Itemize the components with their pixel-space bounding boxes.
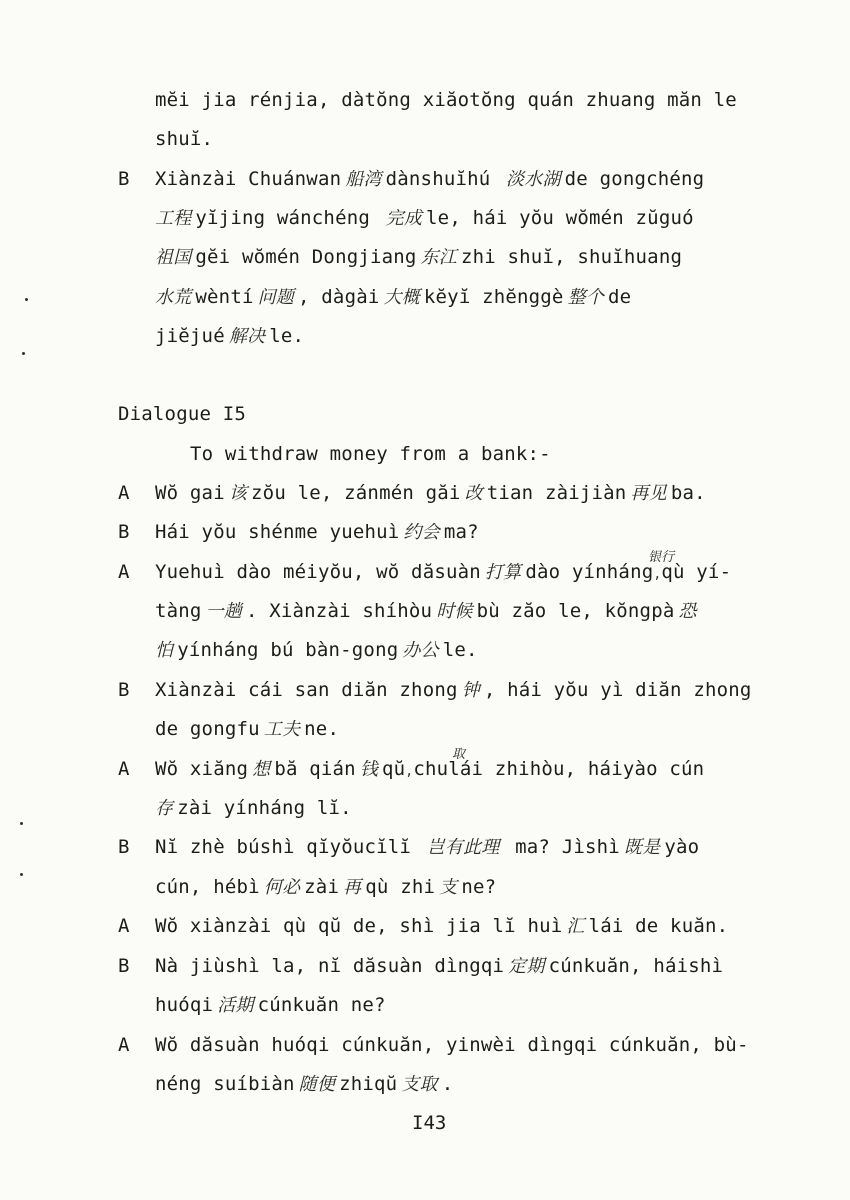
chinese-annotation: 何必 [263,877,301,898]
text-line: Nĭ zhè búshì qĭyŏucĭlĭ 岂有此理 ma? Jìshì 既是 yào [155,836,700,858]
chinese-annotation: 工夫 [263,719,301,740]
scan-speck [25,298,28,301]
text-line: cún, hébì 何必 zài 再 qù zhi 支 ne? [155,876,497,898]
speaker-label: B [118,955,130,977]
page-number: I43 [412,1112,447,1134]
scan-speck [20,873,23,876]
chinese-annotation: 完成 [385,208,423,229]
chinese-annotation: 再 [343,877,362,898]
dialogue-title: Dialogue I5 [118,403,247,425]
chinese-annotation: 大概 [383,287,420,308]
text-line: 水荒 wèntí 问题 , dàgài 大概 kĕyĭ zhĕnggè 整个 de [155,286,632,308]
chinese-annotation: 定期 [508,956,545,977]
chinese-annotation: 船湾 [345,169,382,190]
speaker-label: A [118,758,130,780]
dialogue-subtitle: To withdraw money from a bank:- [190,443,551,465]
text-line: mĕi jia rénjia, dàtŏng xiăotŏng quán zhuang măn le [155,89,737,111]
speaker-label: B [118,521,130,543]
chinese-annotation: 该 [228,483,248,504]
chinese-annotation: 工程 [155,208,192,229]
text-line: Wŏ xiànzài qù qŭ de, shì jia lĭ huì 汇 lái de kuăn. [155,915,729,937]
chinese-annotation: 存 [155,798,174,819]
chinese-annotation: 既是 [623,837,661,858]
text-line: tàng 一趟 . Xiànzài shíhòu 时候 bù zăo le, kŏngpà 恐 [155,600,697,622]
chinese-annotation: 淡水湖 [506,169,561,190]
chinese-annotation: 汇 [566,916,585,937]
text-line: Nà jiùshì la, nĭ dăsuàn dìngqi 定期 cúnkuăn, háishì [155,955,724,977]
speaker-label: B [118,168,130,190]
chinese-annotation: 打算 [484,562,522,583]
speaker-label: A [118,561,130,583]
text-line: Wŏ dăsuàn huóqi cúnkuăn, yinwèi dìngqi cúnkuăn, bù- [155,1034,749,1056]
text-line: 工程 yĭjing wánchéng 完成 le, hái yŏu wŏmén zŭguó [155,207,694,229]
chinese-annotation: 水荒 [155,287,192,308]
text-line: Wŏ xiăng 想 bă qián 钱 qŭ,chulái zhihòu, háiyào cún [155,758,705,780]
speaker-label: B [118,679,130,701]
chinese-annotation: 整个 [567,287,604,308]
chinese-annotation: 约会 [403,522,440,543]
scan-speck [22,352,25,355]
text-line: Hái yŏu shénme yuehuì 约会 ma? [155,521,479,543]
scan-speck [20,822,23,825]
chinese-annotation: 祖国 [155,247,192,268]
text-line: Xiànzài Chuánwan 船湾 dànshuĭhú 淡水湖 de gongchéng [155,168,705,190]
text-line: jiĕjué 解决 le. [155,325,305,347]
text-line: 祖国 gĕi wŏmén Dongjiang 东江 zhi shuĭ, shuĭhuang [155,246,683,268]
text-line: Yuehuì dào méiyŏu, wŏ dăsuàn 打算 dào yínháng,qù yí- [155,561,732,583]
text-line: huóqi 活期 cúnkuăn ne? [155,994,386,1016]
chinese-annotation: 解决 [228,326,266,347]
chinese-annotation: 活期 [217,995,254,1016]
speaker-label: A [118,1034,130,1056]
text-line: Xiànzài cái san diăn zhong 钟 , hái yŏu yì diăn zhong [155,679,752,701]
speaker-label: A [118,915,130,937]
chinese-annotation: 想 [252,759,271,780]
text-line: 存 zài yínháng lĭ. [155,797,352,819]
speaker-label: A [118,482,130,504]
text-line: de gongfu 工夫 ne. [155,718,340,740]
chinese-annotation: 钟 [461,680,480,701]
chinese-annotation: 再见 [630,483,667,504]
chinese-annotation: 随便 [298,1074,336,1095]
text-line: 怕 yínháng bú bàn-gong 办公 le. [155,639,478,661]
chinese-annotation: 怕 [155,640,174,661]
chinese-annotation: 恐 [678,601,697,622]
chinese-insertion: 取 [452,747,466,762]
chinese-annotation: 办公 [402,640,439,661]
chinese-annotation: 钱 [359,759,379,780]
text-line: Wŏ gai 该 zŏu le, zánmén găi 改 tian zàijiàn 再见 ba. [155,482,706,504]
chinese-annotation: 问题 [257,287,295,308]
text-line: néng suíbiàn 随便 zhiqŭ 支取 . [155,1073,454,1095]
chinese-annotation: 支取 [401,1074,438,1095]
chinese-insertion: 银行 [648,550,675,565]
chinese-annotation: 支 [439,877,458,898]
text-line: shuĭ. [155,128,214,150]
chinese-annotation: 岂有此理 [426,837,500,858]
chinese-annotation: 时候 [436,601,473,622]
speaker-label: B [118,836,130,858]
chinese-annotation: 一趟 [205,601,242,622]
chinese-annotation: 东江 [420,247,457,268]
chinese-annotation: 改 [464,483,483,504]
